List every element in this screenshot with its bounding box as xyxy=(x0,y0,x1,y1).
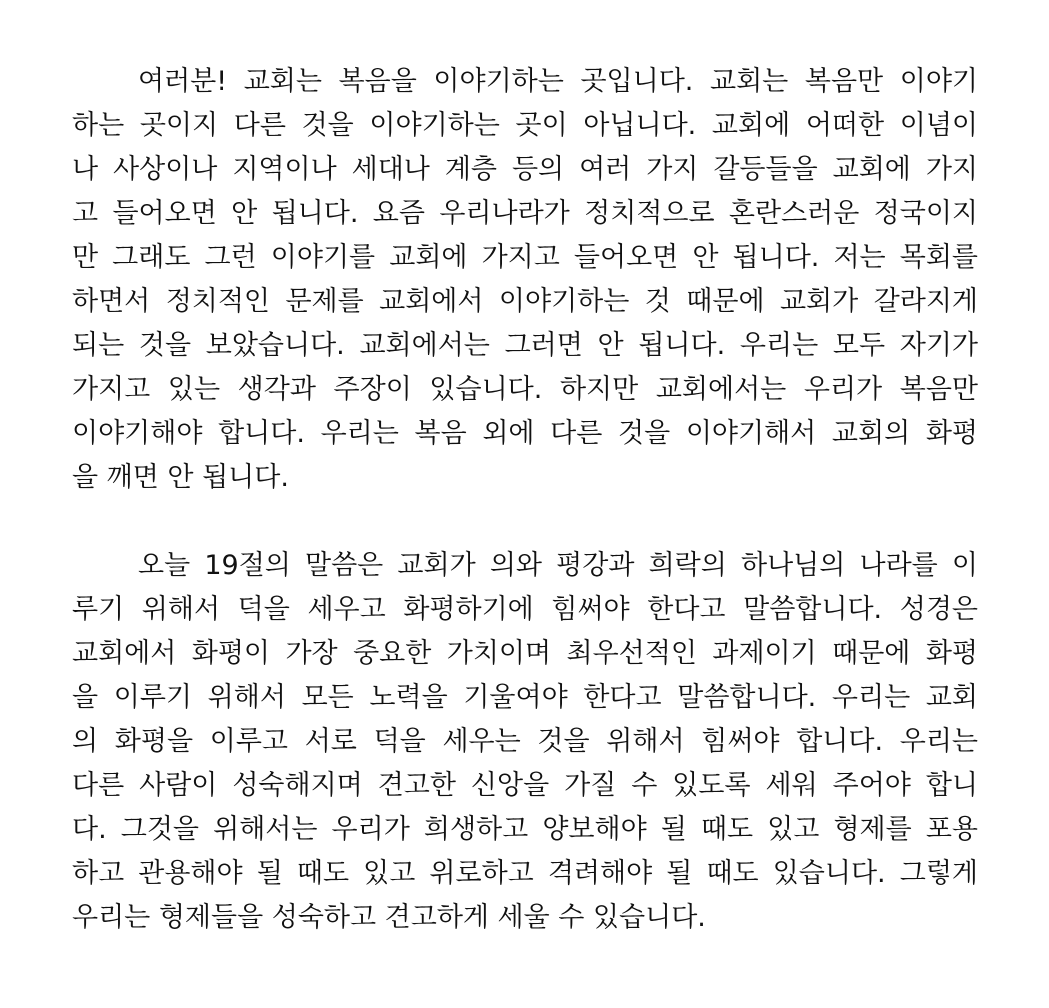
paragraph-1-line-8: 가지고 있는 생각과 주장이 있습니다. 하지만 교회에서는 우리가 복음만 xyxy=(72,374,978,405)
paragraph-1-line-2: 하는 곳이지 다른 것을 이야기하는 곳이 아닙니다. 교회에 어떠한 이념이 xyxy=(72,110,978,141)
paragraph-1 xyxy=(72,60,978,500)
paragraph-1-line-7: 되는 것을 보았습니다. 교회에서는 그러면 안 됩니다. 우리는 모두 자기가 xyxy=(72,330,978,361)
paragraph-1-line-4: 고 들어오면 안 됩니다. 요즘 우리나라가 정치적으로 혼란스러운 정국이지 xyxy=(72,198,978,229)
paragraph-1-line-3: 나 사상이나 지역이나 세대나 계층 등의 여러 가지 갈등들을 교회에 가지 xyxy=(72,154,978,185)
document-body xyxy=(72,60,978,940)
paragraph-2 xyxy=(72,544,978,940)
paragraph-1-line-1: 여러분! 교회는 복음을 이야기하는 곳입니다. 교회는 복음만 이야기 xyxy=(138,66,978,97)
paragraph-2-line-5: 의 화평을 이루고 서로 덕을 세우는 것을 위해서 힘써야 합니다. 우리는 xyxy=(72,726,978,757)
paragraph-spacer xyxy=(72,500,978,544)
paragraph-2-line-8: 하고 관용해야 될 때도 있고 위로하고 격려해야 될 때도 있습니다. 그렇게 xyxy=(72,858,978,889)
paragraph-1-line-9: 이야기해야 합니다. 우리는 복음 외에 다른 것을 이야기해서 교회의 화평 xyxy=(72,418,978,449)
paragraph-2-line-2: 루기 위해서 덕을 세우고 화평하기에 힘써야 한다고 말씀합니다. 성경은 xyxy=(72,594,978,625)
paragraph-2-line-7: 다. 그것을 위해서는 우리가 희생하고 양보해야 될 때도 있고 형제를 포용 xyxy=(72,814,978,845)
paragraph-2-line-6: 다른 사람이 성숙해지며 견고한 신앙을 가질 수 있도록 세워 주어야 합니 xyxy=(72,770,978,801)
paragraph-1-line-10: 을 깨면 안 됩니다. xyxy=(72,462,289,493)
paragraph-2-line-1: 오늘 19절의 말씀은 교회가 의와 평강과 희락의 하나님의 나라를 이 xyxy=(138,550,978,581)
paragraph-1-line-6: 하면서 정치적인 문제를 교회에서 이야기하는 것 때문에 교회가 갈라지게 xyxy=(72,286,978,317)
paragraph-2-line-4: 을 이루기 위해서 모든 노력을 기울여야 한다고 말씀합니다. 우리는 교회 xyxy=(72,682,978,713)
paragraph-1-line-5: 만 그래도 그런 이야기를 교회에 가지고 들어오면 안 됩니다. 저는 목회를 xyxy=(72,242,978,273)
paragraph-2-line-9: 우리는 형제들을 성숙하고 견고하게 세울 수 있습니다. xyxy=(72,902,706,933)
paragraph-2-line-3: 교회에서 화평이 가장 중요한 가치이며 최우선적인 과제이기 때문에 화평 xyxy=(72,638,978,669)
